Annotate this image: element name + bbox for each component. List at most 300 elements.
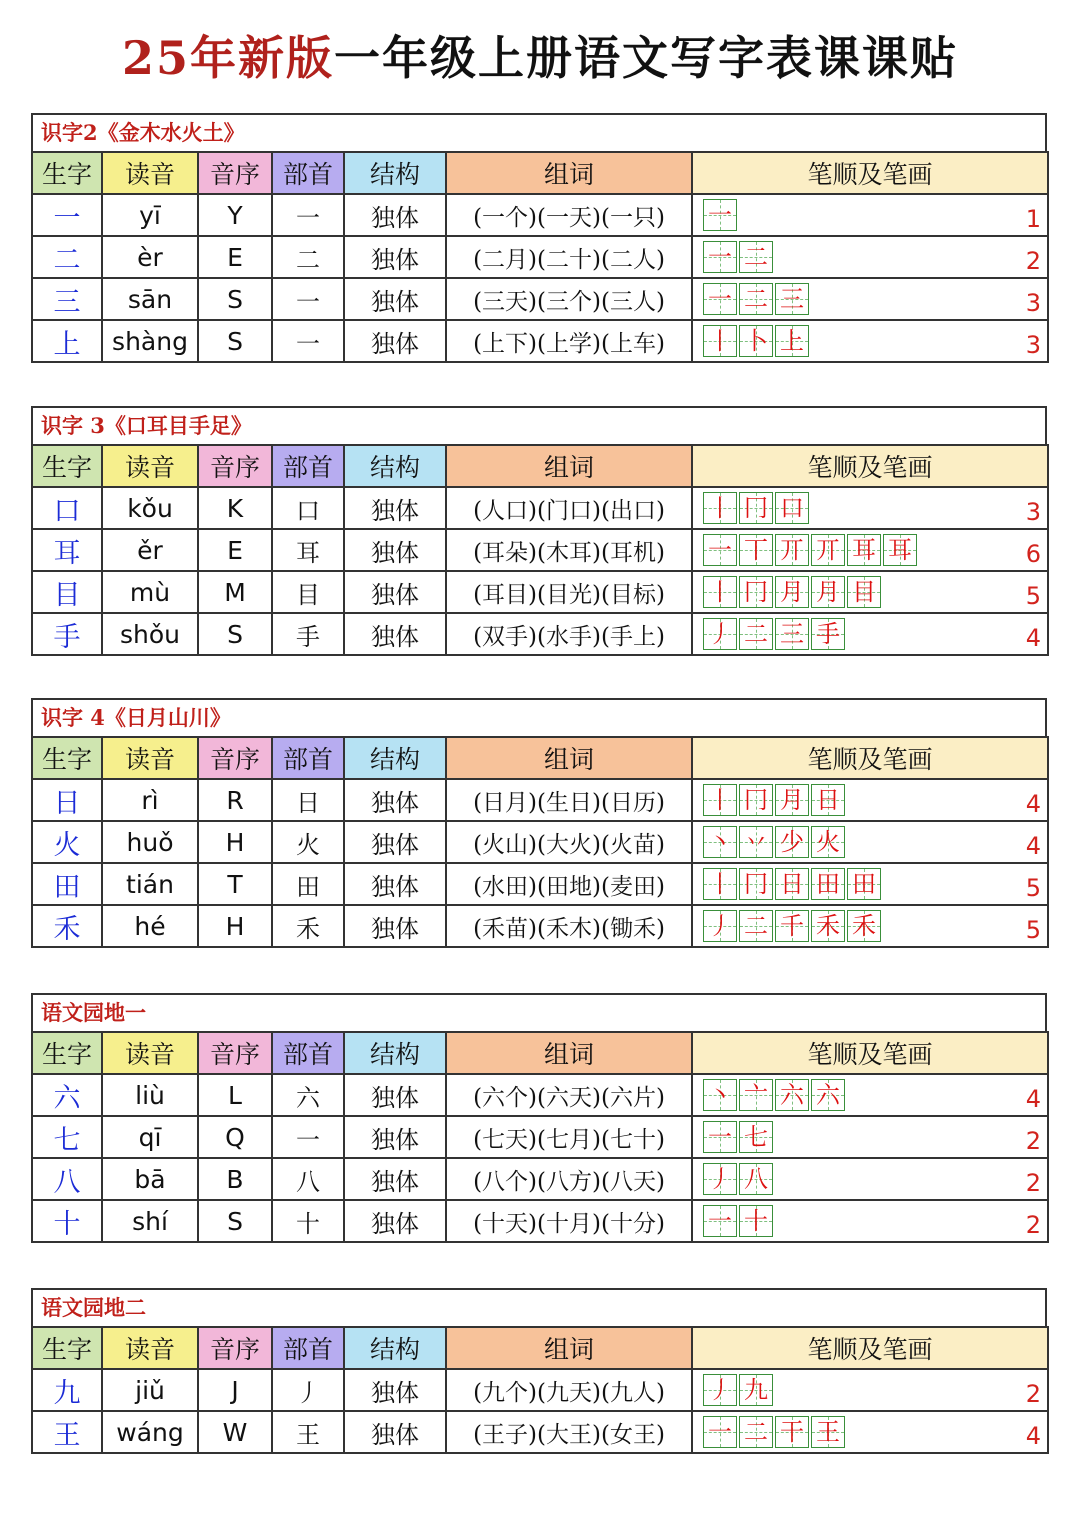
stroke-boxes <box>703 826 847 858</box>
char-table <box>31 1326 1049 1454</box>
stroke-box <box>703 576 737 608</box>
table-row <box>32 1074 1048 1116</box>
stroke-boxes <box>703 868 883 900</box>
header-pinyin: 读音 <box>102 445 198 487</box>
cell-char: 口 <box>32 487 102 529</box>
stroke-glyph: 耳 <box>852 536 876 564</box>
section-3 <box>31 698 1047 948</box>
char-table <box>31 736 1049 948</box>
stroke-boxes <box>703 1163 775 1195</box>
stroke-box <box>739 1374 773 1406</box>
stroke-count: 1 <box>1025 205 1041 233</box>
stroke-box <box>703 199 737 231</box>
cell-radical: 一 <box>272 1116 344 1158</box>
stroke-box <box>739 1416 773 1448</box>
cell-order: S <box>198 278 272 320</box>
cell-words: (耳目)(目光)(目标) <box>446 571 692 613</box>
header-structure: 结构 <box>344 445 446 487</box>
stroke-box <box>739 325 773 357</box>
stroke-box <box>739 283 773 315</box>
cell-words: (人口)(门口)(出口) <box>446 487 692 529</box>
stroke-glyph: 六 <box>780 1081 804 1109</box>
cell-structure: 独体 <box>344 529 446 571</box>
stroke-box <box>739 618 773 650</box>
cell-strokes <box>692 236 1048 278</box>
stroke-box <box>703 1121 737 1153</box>
stroke-glyph: 冂 <box>744 578 768 606</box>
stroke-box <box>703 534 737 566</box>
stroke-glyph: 丨 <box>708 786 732 814</box>
stroke-box <box>739 1121 773 1153</box>
stroke-glyph: 六 <box>816 1081 840 1109</box>
cell-strokes <box>692 278 1048 320</box>
stroke-boxes <box>703 784 847 816</box>
stroke-count: 5 <box>1025 874 1041 902</box>
stroke-boxes <box>703 241 775 273</box>
header-strokes: 笔顺及笔画 <box>692 737 1048 779</box>
cell-words: (王子)(大王)(女王) <box>446 1411 692 1453</box>
table-row <box>32 613 1048 655</box>
header-radical: 部首 <box>272 152 344 194</box>
cell-pinyin: huǒ <box>102 821 198 863</box>
stroke-glyph: 二 <box>744 1418 768 1446</box>
stroke-box <box>739 1163 773 1195</box>
header-order: 音序 <box>198 1327 272 1369</box>
header-order: 音序 <box>198 1032 272 1074</box>
stroke-box <box>775 1416 809 1448</box>
cell-order: S <box>198 320 272 362</box>
cell-radical: 一 <box>272 278 344 320</box>
stroke-boxes <box>703 1205 775 1237</box>
header-char: 生字 <box>32 1032 102 1074</box>
stroke-boxes <box>703 910 883 942</box>
header-pinyin: 读音 <box>102 1327 198 1369</box>
stroke-glyph: 九 <box>744 1376 768 1404</box>
section-2 <box>31 406 1047 656</box>
cell-radical: 八 <box>272 1158 344 1200</box>
stroke-count: 2 <box>1025 1127 1041 1155</box>
stroke-glyph: 丅 <box>744 536 768 564</box>
stroke-box <box>811 826 845 858</box>
cell-structure: 独体 <box>344 320 446 362</box>
stroke-box <box>811 534 845 566</box>
cell-char: 八 <box>32 1158 102 1200</box>
cell-radical: 六 <box>272 1074 344 1116</box>
cell-strokes <box>692 571 1048 613</box>
cell-strokes <box>692 1369 1048 1411</box>
cell-order: L <box>198 1074 272 1116</box>
stroke-glyph: 丿 <box>708 620 732 648</box>
cell-radical: 耳 <box>272 529 344 571</box>
stroke-glyph: 上 <box>780 327 804 355</box>
char-table <box>31 444 1049 656</box>
cell-structure: 独体 <box>344 1411 446 1453</box>
cell-radical: 王 <box>272 1411 344 1453</box>
cell-strokes <box>692 821 1048 863</box>
cell-radical: 田 <box>272 863 344 905</box>
stroke-glyph: 一 <box>708 1207 732 1235</box>
cell-structure: 独体 <box>344 236 446 278</box>
cell-char: 三 <box>32 278 102 320</box>
stroke-box <box>811 618 845 650</box>
stroke-glyph: 一 <box>708 243 732 271</box>
stroke-glyph: 田 <box>816 870 840 898</box>
stroke-box <box>739 241 773 273</box>
header-radical: 部首 <box>272 737 344 779</box>
header-structure: 结构 <box>344 737 446 779</box>
cell-strokes <box>692 320 1048 362</box>
cell-char: 禾 <box>32 905 102 947</box>
cell-pinyin: ěr <box>102 529 198 571</box>
stroke-box <box>739 868 773 900</box>
stroke-glyph: 一 <box>708 536 732 564</box>
table-row <box>32 487 1048 529</box>
cell-order: K <box>198 487 272 529</box>
stroke-boxes <box>703 283 811 315</box>
cell-radical: 二 <box>272 236 344 278</box>
cell-structure: 独体 <box>344 278 446 320</box>
stroke-box <box>703 492 737 524</box>
cell-pinyin: shàng <box>102 320 198 362</box>
cell-pinyin: tián <box>102 863 198 905</box>
cell-structure: 独体 <box>344 863 446 905</box>
cell-order: Y <box>198 194 272 236</box>
stroke-box <box>739 576 773 608</box>
cell-strokes <box>692 613 1048 655</box>
stroke-box <box>739 910 773 942</box>
table-row <box>32 779 1048 821</box>
stroke-box <box>739 826 773 858</box>
stroke-glyph: 禾 <box>816 912 840 940</box>
stroke-box <box>847 868 881 900</box>
table-row <box>32 194 1048 236</box>
stroke-box <box>703 325 737 357</box>
stroke-glyph: 月 <box>780 578 804 606</box>
header-words: 组词 <box>446 1032 692 1074</box>
stroke-glyph: 手 <box>816 620 840 648</box>
cell-char: 一 <box>32 194 102 236</box>
cell-char: 耳 <box>32 529 102 571</box>
header-char: 生字 <box>32 737 102 779</box>
cell-order: H <box>198 821 272 863</box>
header-words: 组词 <box>446 737 692 779</box>
cell-pinyin: shí <box>102 1200 198 1242</box>
cell-radical: 火 <box>272 821 344 863</box>
table-row <box>32 1116 1048 1158</box>
cell-structure: 独体 <box>344 779 446 821</box>
cell-structure: 独体 <box>344 613 446 655</box>
stroke-glyph: 丨 <box>708 870 732 898</box>
stroke-glyph: 耳 <box>888 536 912 564</box>
cell-words: (二月)(二十)(二人) <box>446 236 692 278</box>
stroke-box <box>811 868 845 900</box>
cell-words: (九个)(九天)(九人) <box>446 1369 692 1411</box>
stroke-count: 4 <box>1025 790 1041 818</box>
stroke-glyph: 丌 <box>780 536 804 564</box>
stroke-glyph: 亠 <box>744 1081 768 1109</box>
table-row <box>32 571 1048 613</box>
cell-words: (水田)(田地)(麦田) <box>446 863 692 905</box>
cell-structure: 独体 <box>344 487 446 529</box>
table-row <box>32 905 1048 947</box>
stroke-count: 5 <box>1025 582 1041 610</box>
header-pinyin: 读音 <box>102 737 198 779</box>
section-5 <box>31 1288 1047 1454</box>
stroke-box <box>775 1079 809 1111</box>
header-order: 音序 <box>198 152 272 194</box>
header-words: 组词 <box>446 1327 692 1369</box>
title-main: 一年级上册语文写字表课课贴 <box>334 31 958 85</box>
table-row <box>32 821 1048 863</box>
header-row <box>32 1327 1048 1369</box>
header-char: 生字 <box>32 152 102 194</box>
header-structure: 结构 <box>344 152 446 194</box>
cell-strokes <box>692 194 1048 236</box>
cell-strokes <box>692 1411 1048 1453</box>
cell-pinyin: èr <box>102 236 198 278</box>
stroke-glyph: 七 <box>744 1123 768 1151</box>
cell-words: (耳朵)(木耳)(耳机) <box>446 529 692 571</box>
cell-pinyin: kǒu <box>102 487 198 529</box>
cell-strokes <box>692 529 1048 571</box>
cell-structure: 独体 <box>344 1200 446 1242</box>
stroke-box <box>703 784 737 816</box>
stroke-box <box>703 618 737 650</box>
cell-structure: 独体 <box>344 571 446 613</box>
header-row <box>32 445 1048 487</box>
table-row <box>32 1158 1048 1200</box>
cell-char: 九 <box>32 1369 102 1411</box>
cell-strokes <box>692 905 1048 947</box>
stroke-glyph: 王 <box>816 1418 840 1446</box>
cell-words: (火山)(大火)(火苗) <box>446 821 692 863</box>
section-title: 识字 4《日月山川》 <box>31 698 1047 736</box>
stroke-glyph: 目 <box>852 578 876 606</box>
stroke-count: 5 <box>1025 916 1041 944</box>
header-order: 音序 <box>198 445 272 487</box>
stroke-box <box>811 910 845 942</box>
stroke-boxes <box>703 492 811 524</box>
cell-order: S <box>198 1200 272 1242</box>
cell-order: Q <box>198 1116 272 1158</box>
stroke-count: 2 <box>1025 1380 1041 1408</box>
cell-structure: 独体 <box>344 821 446 863</box>
stroke-box <box>811 784 845 816</box>
table-row <box>32 236 1048 278</box>
section-title: 识字 3《口耳目手足》 <box>31 406 1047 444</box>
cell-structure: 独体 <box>344 1116 446 1158</box>
table-row <box>32 320 1048 362</box>
stroke-box <box>847 576 881 608</box>
stroke-count: 3 <box>1025 289 1041 317</box>
section-4 <box>31 993 1047 1243</box>
stroke-glyph: 少 <box>780 828 804 856</box>
header-strokes: 笔顺及笔画 <box>692 1032 1048 1074</box>
stroke-boxes <box>703 576 883 608</box>
stroke-glyph: 八 <box>744 1165 768 1193</box>
stroke-boxes <box>703 534 919 566</box>
stroke-glyph: 一 <box>708 1123 732 1151</box>
stroke-box <box>703 241 737 273</box>
header-words: 组词 <box>446 445 692 487</box>
stroke-boxes <box>703 325 811 357</box>
cell-pinyin: mù <box>102 571 198 613</box>
stroke-boxes <box>703 1416 847 1448</box>
stroke-glyph: 冂 <box>744 870 768 898</box>
stroke-glyph: 丿 <box>708 1376 732 1404</box>
stroke-glyph: 一 <box>708 285 732 313</box>
header-structure: 结构 <box>344 1032 446 1074</box>
cell-words: (日月)(生日)(日历) <box>446 779 692 821</box>
header-structure: 结构 <box>344 1327 446 1369</box>
stroke-glyph: 丨 <box>708 494 732 522</box>
stroke-boxes <box>703 199 739 231</box>
cell-words: (十天)(十月)(十分) <box>446 1200 692 1242</box>
char-table <box>31 1031 1049 1243</box>
header-radical: 部首 <box>272 1032 344 1074</box>
cell-order: E <box>198 529 272 571</box>
cell-words: (上下)(上学)(上车) <box>446 320 692 362</box>
stroke-glyph: 丶 <box>708 828 732 856</box>
stroke-glyph: 干 <box>780 1418 804 1446</box>
stroke-box <box>703 283 737 315</box>
stroke-boxes <box>703 618 847 650</box>
header-char: 生字 <box>32 1327 102 1369</box>
cell-pinyin: bā <box>102 1158 198 1200</box>
stroke-box <box>775 534 809 566</box>
stroke-glyph: 口 <box>780 494 804 522</box>
cell-radical: 目 <box>272 571 344 613</box>
title-highlight: 25年新版 <box>121 31 334 85</box>
stroke-glyph: 日 <box>816 786 840 814</box>
cell-structure: 独体 <box>344 194 446 236</box>
stroke-glyph: 卜 <box>744 327 768 355</box>
section-title: 语文园地二 <box>31 1288 1047 1326</box>
stroke-box <box>703 910 737 942</box>
stroke-count: 3 <box>1025 498 1041 526</box>
stroke-box <box>775 910 809 942</box>
stroke-glyph: 月 <box>780 786 804 814</box>
cell-structure: 独体 <box>344 1158 446 1200</box>
stroke-glyph: 千 <box>780 912 804 940</box>
cell-words: (六个)(六天)(六片) <box>446 1074 692 1116</box>
stroke-glyph: 丌 <box>816 536 840 564</box>
cell-char: 火 <box>32 821 102 863</box>
cell-pinyin: sān <box>102 278 198 320</box>
cell-strokes <box>692 1158 1048 1200</box>
header-row <box>32 152 1048 194</box>
stroke-box <box>703 826 737 858</box>
stroke-box <box>703 1079 737 1111</box>
cell-order: E <box>198 236 272 278</box>
cell-char: 六 <box>32 1074 102 1116</box>
header-row <box>32 737 1048 779</box>
stroke-box <box>847 910 881 942</box>
stroke-glyph: 二 <box>744 285 768 313</box>
stroke-box <box>847 534 881 566</box>
stroke-box <box>775 492 809 524</box>
table-row <box>32 863 1048 905</box>
cell-radical: 口 <box>272 487 344 529</box>
stroke-box <box>739 1079 773 1111</box>
cell-pinyin: jiǔ <box>102 1369 198 1411</box>
header-strokes: 笔顺及笔画 <box>692 445 1048 487</box>
stroke-box <box>703 1205 737 1237</box>
stroke-count: 2 <box>1025 1211 1041 1239</box>
cell-char: 上 <box>32 320 102 362</box>
table-row <box>32 1200 1048 1242</box>
stroke-count: 2 <box>1025 1169 1041 1197</box>
table-row <box>32 278 1048 320</box>
stroke-box <box>703 1163 737 1195</box>
stroke-glyph: 丿 <box>708 1165 732 1193</box>
cell-char: 田 <box>32 863 102 905</box>
stroke-glyph: 二 <box>744 620 768 648</box>
cell-strokes <box>692 487 1048 529</box>
stroke-boxes <box>703 1079 847 1111</box>
cell-order: H <box>198 905 272 947</box>
cell-char: 目 <box>32 571 102 613</box>
stroke-box <box>775 618 809 650</box>
cell-char: 日 <box>32 779 102 821</box>
stroke-glyph: 田 <box>852 870 876 898</box>
cell-order: T <box>198 863 272 905</box>
stroke-count: 4 <box>1025 1085 1041 1113</box>
stroke-box <box>775 283 809 315</box>
cell-structure: 独体 <box>344 1074 446 1116</box>
stroke-glyph: 二 <box>744 912 768 940</box>
stroke-count: 4 <box>1025 624 1041 652</box>
cell-strokes <box>692 1074 1048 1116</box>
stroke-glyph: 三 <box>780 285 804 313</box>
header-strokes: 笔顺及笔画 <box>692 152 1048 194</box>
cell-pinyin: rì <box>102 779 198 821</box>
cell-strokes <box>692 863 1048 905</box>
stroke-count: 4 <box>1025 1422 1041 1450</box>
cell-words: (双手)(水手)(手上) <box>446 613 692 655</box>
table-row <box>32 1411 1048 1453</box>
char-table <box>31 151 1049 363</box>
stroke-glyph: 日 <box>780 870 804 898</box>
cell-strokes <box>692 779 1048 821</box>
section-title: 识字2《金木水火土》 <box>31 113 1047 151</box>
cell-pinyin: yī <box>102 194 198 236</box>
stroke-box <box>775 576 809 608</box>
stroke-box <box>739 784 773 816</box>
stroke-count: 2 <box>1025 247 1041 275</box>
cell-pinyin: qī <box>102 1116 198 1158</box>
header-row <box>32 1032 1048 1074</box>
cell-radical: 禾 <box>272 905 344 947</box>
stroke-box <box>775 784 809 816</box>
stroke-glyph: 十 <box>744 1207 768 1235</box>
stroke-box <box>739 492 773 524</box>
cell-structure: 独体 <box>344 905 446 947</box>
stroke-glyph: 禾 <box>852 912 876 940</box>
header-radical: 部首 <box>272 1327 344 1369</box>
header-pinyin: 读音 <box>102 1032 198 1074</box>
cell-words: (三天)(三个)(三人) <box>446 278 692 320</box>
stroke-glyph: 月 <box>816 578 840 606</box>
stroke-box <box>811 1416 845 1448</box>
stroke-box <box>811 576 845 608</box>
cell-order: S <box>198 613 272 655</box>
cell-radical: 丿 <box>272 1369 344 1411</box>
stroke-glyph: 一 <box>708 201 732 229</box>
cell-pinyin: wáng <box>102 1411 198 1453</box>
cell-radical: 一 <box>272 194 344 236</box>
stroke-boxes <box>703 1121 775 1153</box>
